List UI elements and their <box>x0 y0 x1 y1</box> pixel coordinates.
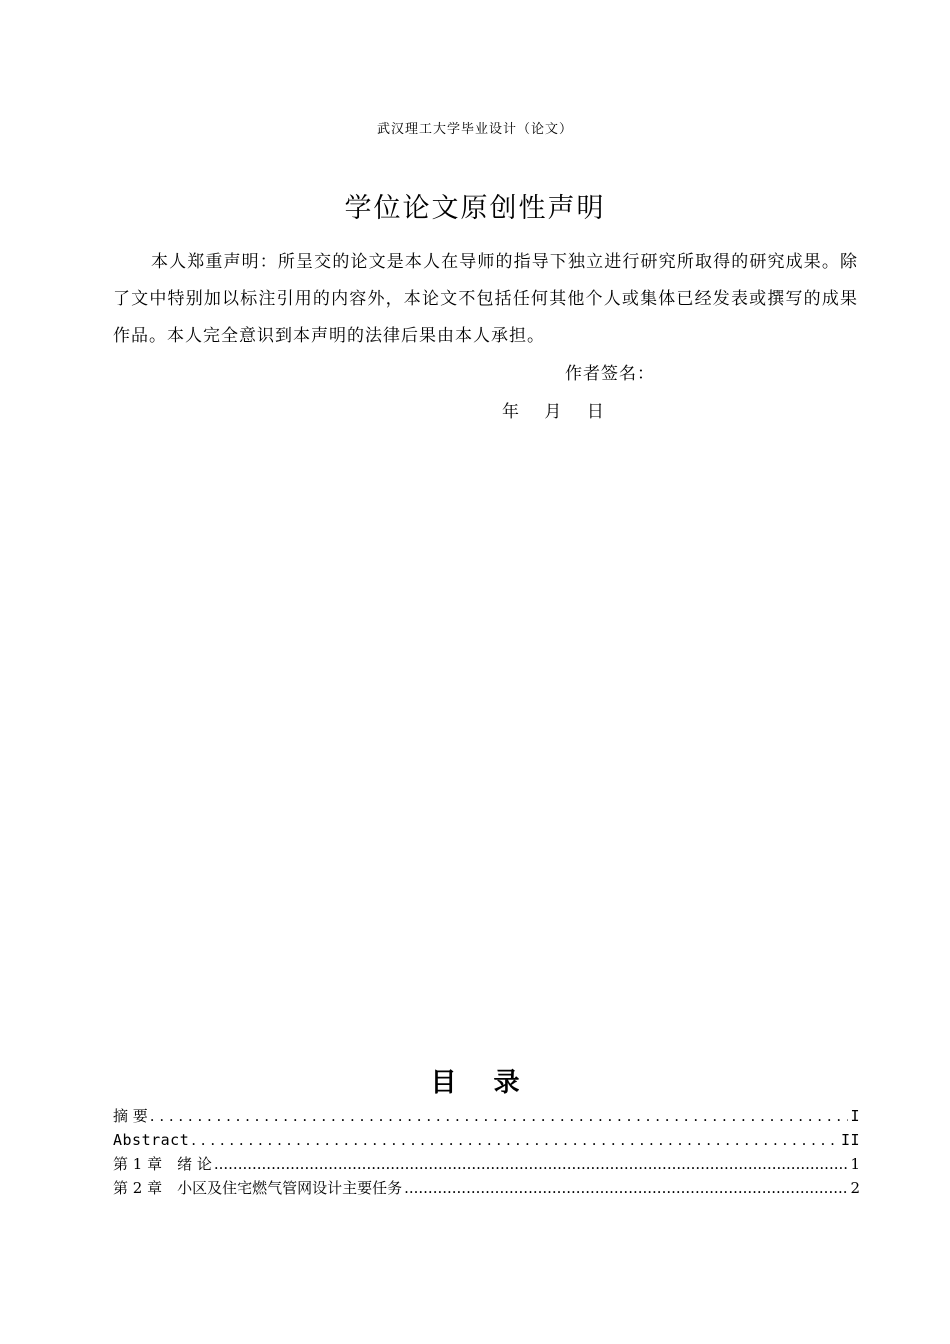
toc-entry-page: 2 <box>850 1179 860 1197</box>
toc-entry-label: 摘 要 <box>113 1107 148 1125</box>
declaration-body: 本人郑重声明：所呈交的论文是本人在导师的指导下独立进行研究所取得的研究成果。除了文中特别加以标注引用的内容外，本论文不包括任何其他个人或集体已经发表或撰写的成果作品。本人完全意识到本声明的法律后果由本人承担。 <box>113 252 858 346</box>
toc-title: 目 录 <box>430 1068 534 1098</box>
author-signature-label: 作者签名： <box>565 364 655 384</box>
toc-entry-label: Abstract <box>113 1131 190 1149</box>
toc-entry-page: II <box>840 1131 860 1149</box>
running-header: 武汉理工大学毕业设计（论文） <box>376 122 573 137</box>
toc-entry-chapter-2[interactable] <box>113 1176 860 1200</box>
toc-entry-chapter-1[interactable] <box>113 1152 860 1176</box>
date-month-label: 月 <box>544 402 562 422</box>
toc-entry-label: 第 2 章 小区及住宅燃气管网设计主要任务 <box>113 1179 403 1197</box>
toc-entry-page: 1 <box>850 1155 860 1173</box>
toc-leader-dots <box>150 1104 849 1128</box>
table-of-contents <box>113 1104 860 1200</box>
toc-leader-dots <box>214 1152 849 1176</box>
declaration-title: 学位论文原创性声明 <box>344 193 606 224</box>
toc-leader-dots <box>191 1128 839 1152</box>
signature-date <box>502 397 624 422</box>
date-day-label: 日 <box>586 402 604 422</box>
toc-entry-label: 第 1 章 绪 论 <box>113 1155 212 1173</box>
toc-entry-abstract-en[interactable] <box>113 1128 860 1152</box>
toc-leader-dots <box>404 1176 848 1200</box>
date-year-label: 年 <box>502 402 519 422</box>
toc-entry-page: I <box>850 1107 860 1125</box>
toc-entry-abstract-cn[interactable] <box>113 1104 860 1128</box>
